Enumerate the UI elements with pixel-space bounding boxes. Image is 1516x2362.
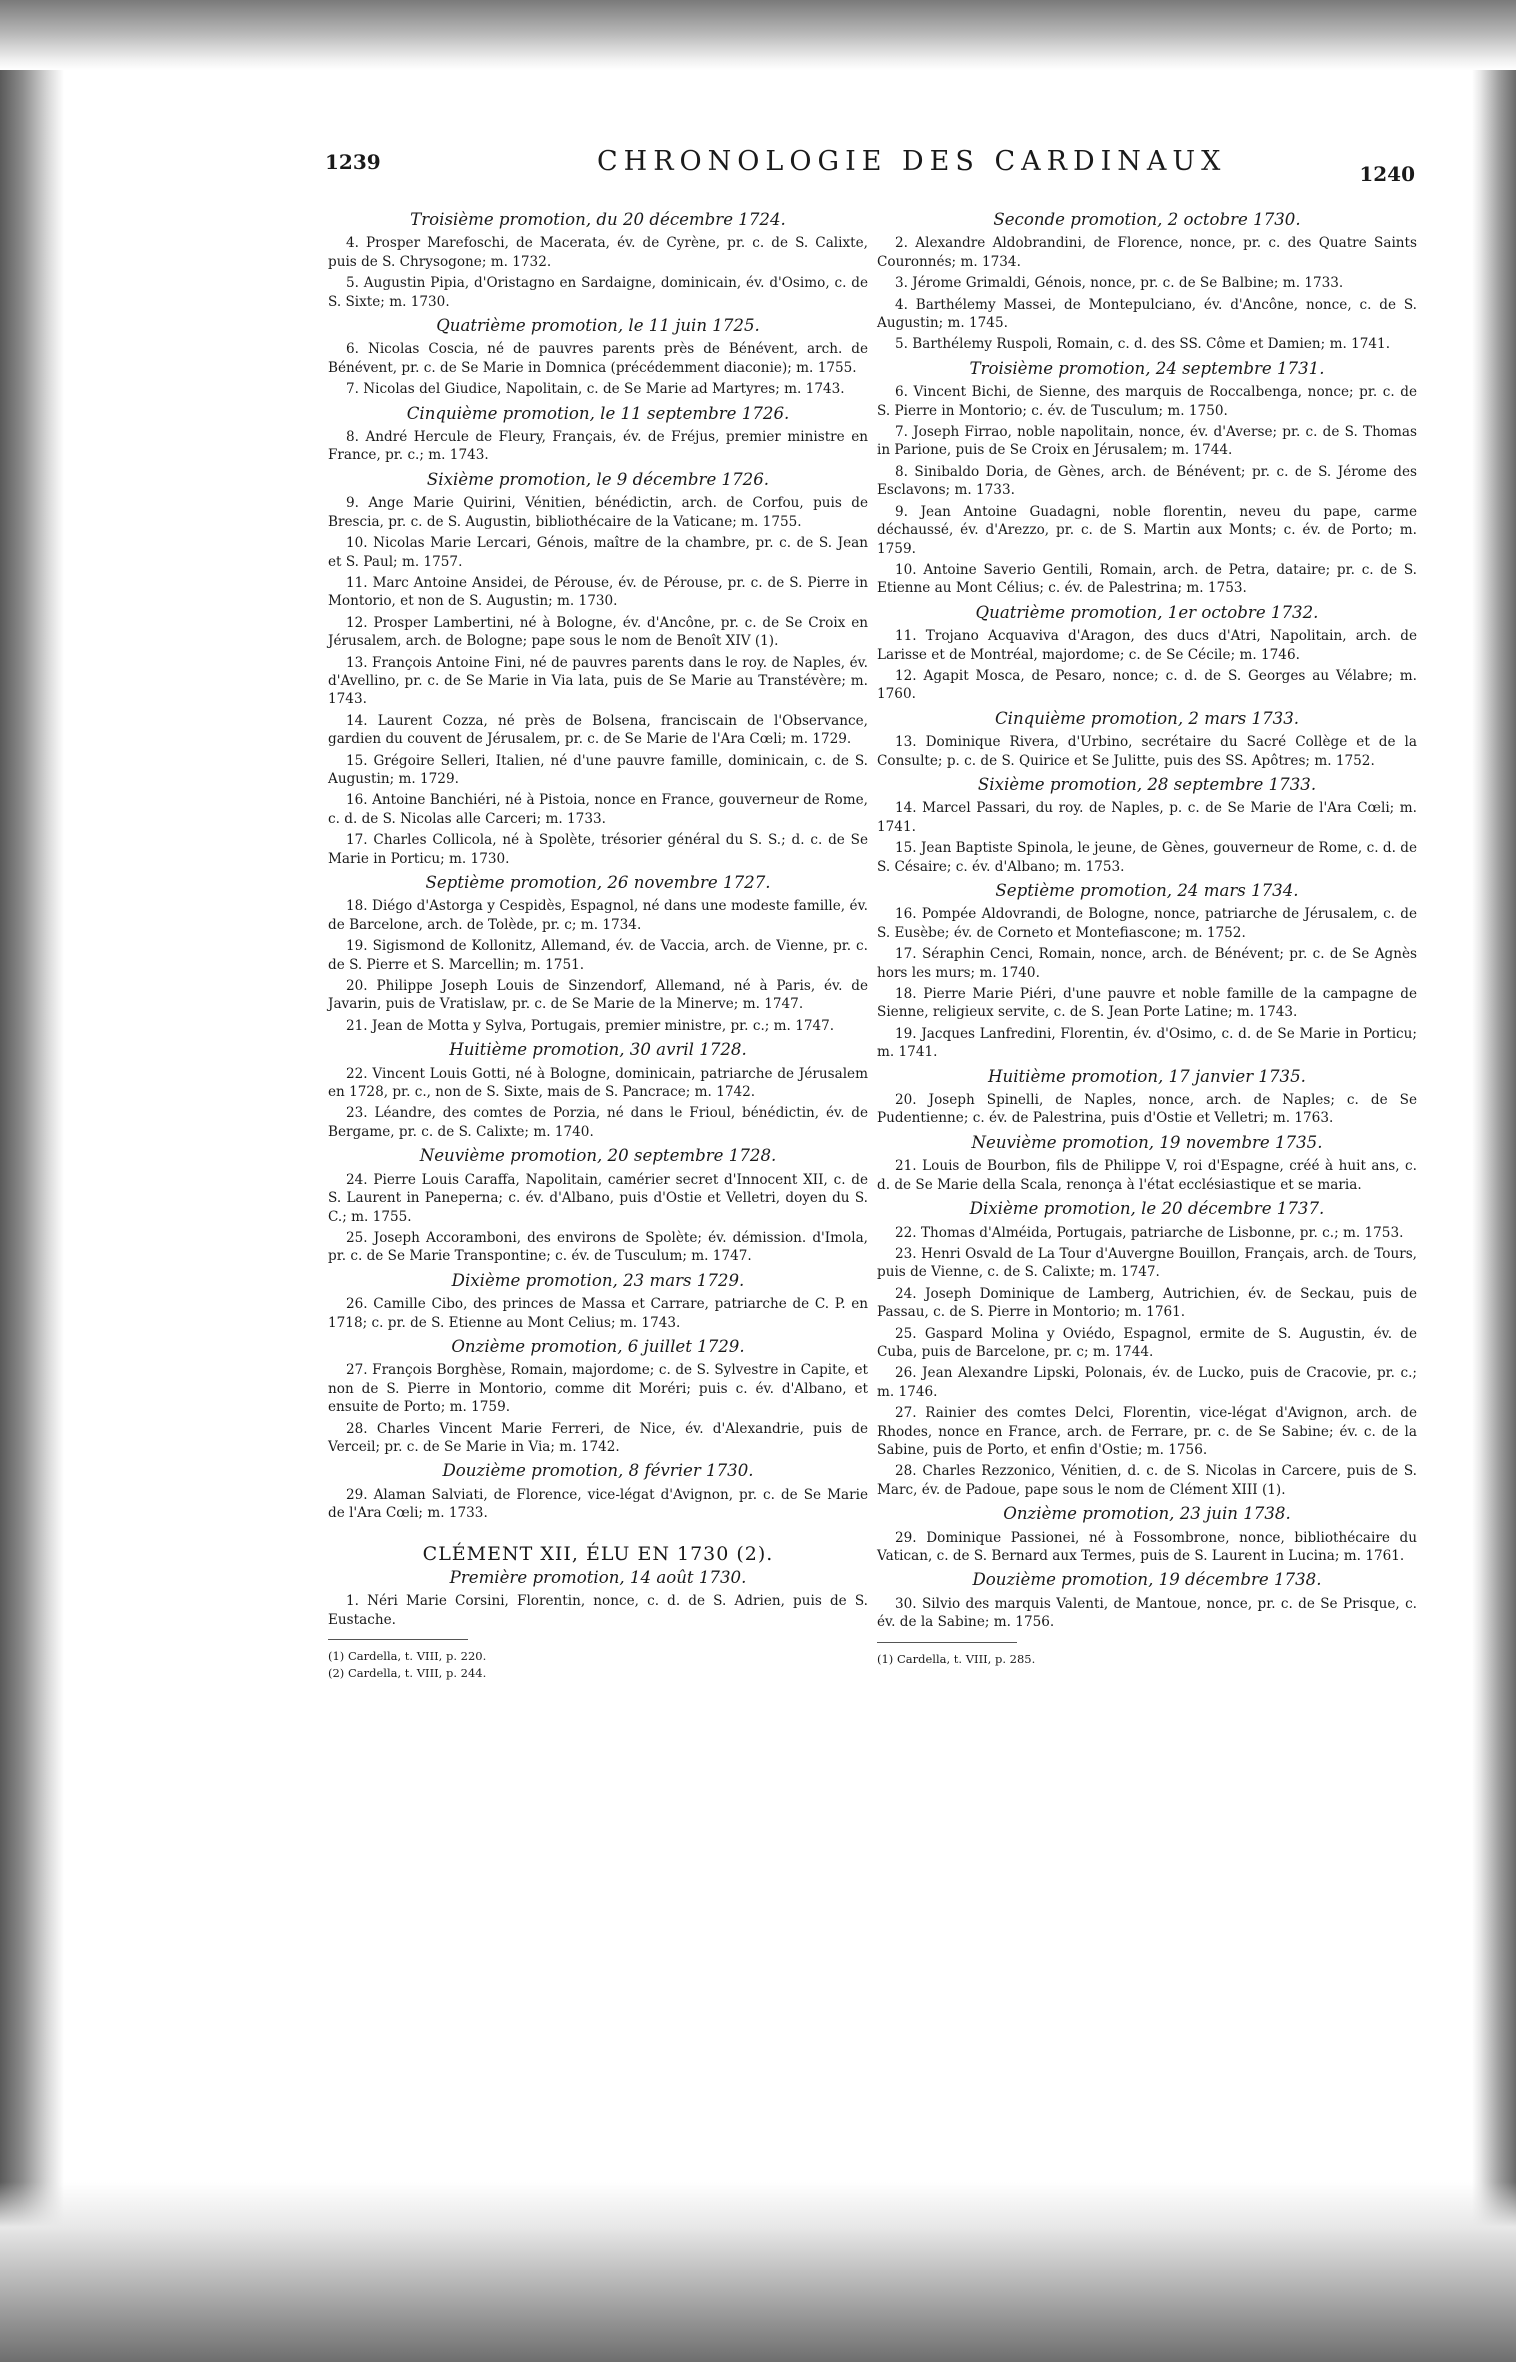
promotion-heading: Quatrième promotion, 1er octobre 1732. [975, 602, 1319, 622]
cardinal-entry: 7. Nicolas del Giudice, Napolitain, c. de Se Marie ad Martyres; m. 1743. [346, 381, 845, 398]
page-header [325, 146, 1415, 190]
cardinal-entry: 25. Gaspard Molina y Oviédo, Espagnol, ermite de S. Augustin, év. de Cuba, puis de Barcelone, pr. c; m. 1744. [877, 1325, 1417, 1360]
cardinal-entry: 14. Laurent Cozza, né près de Bolsena, franciscain de l'Observance, gardien du couvent de Jérusalem, pr. c. de Se Marie de l'Ara Cœli; m. 1729. [328, 712, 868, 748]
cardinal-entry: 8. Sinibaldo Doria, de Gènes, arch. de Bénévent; pr. c. de S. Jérome des Esclavons; m. 1733. [877, 463, 1417, 499]
cardinal-entry: 9. Jean Antoine Guadagni, noble florentin, neveu du pape, carme déchaussé, év. d'Arezzo, pr. c. de S. Martin aux Monts; c. év. de Porto; m. 1759. [877, 503, 1417, 557]
footnote: (1) Cardella, t. VIII, p. 285. [877, 1651, 1036, 1666]
cardinal-entry: 1. Néri Marie Corsini, Florentin, nonce, c. d. de S. Adrien, puis de S. Eustache. [328, 1593, 868, 1628]
page-number-right: 1240 [1359, 162, 1415, 186]
promotion-heading: Septième promotion, 26 novembre 1727. [425, 873, 771, 892]
cardinal-entry: 3. Jérome Grimaldi, Génois, nonce, pr. c. de Se Balbine; m. 1733. [895, 275, 1344, 292]
cardinal-entry: 18. Diégo d'Astorga y Cespidès, Espagnol, né dans une modeste famille, év. de Barcelone, arch. de Tolède, pr. c; m. 1734. [328, 898, 868, 933]
promotion-heading: Sixième promotion, le 9 décembre 1726. [426, 469, 770, 489]
running-title: CHRONOLOGIE DES CARDINAUX [597, 146, 1227, 177]
promotion-heading: Cinquième promotion, le 11 septembre 1726. [406, 403, 790, 423]
cardinal-entry: 5. Barthélemy Ruspoli, Romain, c. d. des SS. Côme et Damien; m. 1741. [895, 336, 1391, 353]
cardinal-entry: 4. Barthélemy Massei, de Montepulciano, év. d'Ancône, nonce, c. de S. Augustin; m. 1745. [877, 296, 1417, 332]
cardinal-entry: 28. Charles Rezzonico, Vénitien, d. c. de S. Nicolas in Carcere, puis de S. Marc, év. de Padoue, pape sous le nom de Clément XIII (1). [877, 1463, 1417, 1498]
cardinal-entry: 2. Alexandre Aldobrandini, de Florence, nonce, pr. c. des Quatre Saints Couronnés; m. 1734. [877, 235, 1417, 270]
promotion-heading: Dixième promotion, 23 mars 1729. [451, 1270, 745, 1290]
cardinal-entry: 20. Joseph Spinelli, de Naples, nonce, arch. de Naples; c. de Se Pudentienne; c. év. de Palestrina, puis d'Ostie et Velletri; m. 1763. [877, 1092, 1417, 1127]
cardinal-entry: 12. Agapit Mosca, de Pesaro, nonce; c. d. de S. Georges au Vélabre; m. 1760. [877, 667, 1417, 703]
right-column [877, 205, 1417, 1668]
cardinal-entry: 19. Jacques Lanfredini, Florentin, év. d'Osimo, c. d. de Se Marie in Porticu; m. 1741. [877, 1025, 1417, 1061]
cardinal-entry: 21. Jean de Motta y Sylva, Portugais, premier ministre, pr. c.; m. 1747. [346, 1017, 835, 1034]
promotion-heading: Neuvième promotion, 19 novembre 1735. [971, 1132, 1323, 1152]
promotion-heading: Troisième promotion, 24 septembre 1731. [969, 358, 1325, 378]
cardinal-entry: 29. Alaman Salviati, de Florence, vice-légat d'Avignon, pr. c. de Se Marie de l'Ara Cœli; m. 1733. [328, 1486, 868, 1522]
cardinal-entry: 17. Charles Collicola, né à Spolète, trésorier général du S. S.; d. c. de Se Marie in Porticu; m. 1730. [328, 832, 868, 867]
cardinal-entry: 4. Prosper Marefoschi, de Macerata, év. de Cyrène, pr. c. de S. Calixte, puis de S. Chrysogone; m. 1732. [328, 235, 868, 270]
cardinal-entry: 24. Joseph Dominique de Lamberg, Autrichien, év. de Seckau, puis de Passau, c. de S. Pierre in Montorio; m. 1761. [877, 1285, 1417, 1321]
promotion-heading: Huitième promotion, 30 avril 1728. [449, 1040, 747, 1060]
cardinal-entry: 20. Philippe Joseph Louis de Sinzendorf, Allemand, né à Paris, év. de Javarin, puis de Vratislaw, pr. c. de Se Marie de la Minerve; m. 1747. [328, 978, 868, 1013]
cardinal-entry: 13. François Antoine Fini, né de pauvres parents dans le roy. de Naples, év. d'Avellino, pr. c. de Se Marie in Via lata, puis de Se Marie au Transtévère; m. 1743. [328, 654, 868, 708]
cardinal-entry: 14. Marcel Passari, du roy. de Naples, p. c. de Se Marie de l'Ara Cœli; m. 1741. [877, 800, 1417, 835]
cardinal-entry: 7. Joseph Firrao, noble napolitain, nonce, év. d'Averse; pr. c. de S. Thomas in Parione, puis de Se Croix en Jérusalem; m. 1744. [877, 424, 1417, 459]
page-number-left: 1239 [325, 150, 381, 174]
cardinal-entry: 15. Grégoire Selleri, Italien, né d'une pauvre famille, dominicain, c. de S. Augustin; m. 1729. [328, 752, 868, 787]
cardinal-entry: 11. Marc Antoine Ansidei, de Pérouse, év. de Pérouse, pr. c. de S. Pierre in Montorio, et non de S. Augustin; m. 1730. [328, 574, 868, 610]
scan-edge-top [0, 0, 1516, 70]
cardinal-entry: 27. François Borghèse, Romain, majordome; c. de S. Sylvestre in Capite, et non de S. Pierre in Montorio, comme dit Moréri; puis c. év. d'Albano, et ensuite de Porto; m. 1759. [328, 1362, 868, 1416]
cardinal-entry: 23. Henri Osvald de La Tour d'Auvergne Bouillon, Français, arch. de Tours, puis de Vienne, c. de S. Calixte; m. 1747. [877, 1245, 1417, 1281]
cardinal-entry: 12. Prosper Lambertini, né à Bologne, év. d'Ancône, pr. c. de Se Croix en Jérusalem, arch. de Bologne; pape sous le nom de Benoît XIV (1). [328, 614, 868, 650]
cardinal-entry: 26. Jean Alexandre Lipski, Polonais, év. de Lucko, puis de Cracovie, pr. c.; m. 1746. [877, 1365, 1417, 1400]
promotion-heading: Première promotion, 14 août 1730. [449, 1568, 747, 1587]
cardinal-entry: 22. Thomas d'Alméida, Portugais, patriarche de Lisbonne, pr. c.; m. 1753. [895, 1224, 1404, 1241]
footnote: (1) Cardella, t. VIII, p. 220. [328, 1649, 487, 1664]
cardinal-entry: 10. Nicolas Marie Lercari, Génois, maître de la chambre, pr. c. de S. Jean et S. Paul; m. 1757. [328, 535, 868, 570]
scan-edge-bottom [0, 2182, 1516, 2362]
cardinal-entry: 13. Dominique Rivera, d'Urbino, secrétaire du Sacré Collège et de la Consulte; p. c. de S. Quirice et Se Julitte, puis des SS. Apôtres; m. 1752. [877, 734, 1417, 769]
promotion-heading: Sixième promotion, 28 septembre 1733. [977, 774, 1317, 794]
footnote: (2) Cardella, t. VIII, p. 244. [328, 1666, 487, 1681]
promotion-heading: Cinquième promotion, 2 mars 1733. [994, 708, 1300, 728]
promotion-heading: Onzième promotion, 23 juin 1738. [1003, 1504, 1291, 1524]
cardinal-entry: 6. Nicolas Coscia, né de pauvres parents près de Bénévent, arch. de Bénévent, pr. c. de Se Marie in Domnica (précédemment diaconie); m. 1755. [328, 341, 868, 376]
pope-heading: CLÉMENT XII, ÉLU EN 1730 (2). [422, 1542, 774, 1565]
cardinal-entry: 9. Ange Marie Quirini, Vénitien, bénédictin, arch. de Corfou, puis de Brescia, pr. c. de S. Augustin, bibliothécaire de la Vaticane; m. 1755. [328, 495, 868, 530]
cardinal-entry: 8. André Hercule de Fleury, Français, év. de Fréjus, premier ministre en France, pr. c.; m. 1743. [328, 429, 868, 464]
footnote-divider [328, 1639, 468, 1640]
scan-edge-right [1472, 0, 1516, 2362]
cardinal-entry: 27. Rainier des comtes Delci, Florentin, vice-légat d'Avignon, arch. de Rhodes, nonce en France, arch. de Ferrare, pr. c. de Se Sabine; év. c. de la Sabine, puis de Porto, et enfin d'Ostie; m. 1756. [877, 1405, 1417, 1458]
promotion-heading: Dixième promotion, le 20 décembre 1737. [969, 1199, 1325, 1219]
cardinal-entry: 16. Pompée Aldovrandi, de Bologne, nonce, patriarche de Jérusalem, c. de S. Eusèbe; év. de Corneto et Montefiascone; m. 1752. [877, 906, 1417, 941]
cardinal-entry: 25. Joseph Accoramboni, des environs de Spolète; év. démission. d'Imola, pr. c. de Se Marie Transpontine; c. év. de Tusculum; m. 1747. [328, 1229, 868, 1265]
footnote-divider [877, 1642, 1017, 1643]
cardinal-entry: 16. Antoine Banchiéri, né à Pistoia, nonce en France, gouverneur de Rome, c. d. de S. Nicolas alle Carceri; m. 1733. [328, 792, 868, 827]
promotion-heading: Septième promotion, 24 mars 1734. [995, 881, 1299, 900]
cardinal-entry: 19. Sigismond de Kollonitz, Allemand, év. de Vaccia, arch. de Vienne, pr. c. de S. Pierre et S. Marcellin; m. 1751. [328, 938, 868, 973]
cardinal-entry: 5. Augustin Pipia, d'Oristagno en Sardaigne, dominicain, év. d'Osimo, c. de S. Sixte; m. 1730. [328, 275, 868, 310]
left-column [328, 205, 868, 1682]
cardinal-entry: 24. Pierre Louis Caraffa, Napolitain, camérier secret d'Innocent XII, c. de S. Laurent in Paneperna; c. év. d'Albano, puis d'Ostie et Velletri, doyen du S. C.; m. 1755. [328, 1171, 868, 1225]
cardinal-entry: 30. Silvio des marquis Valenti, de Mantoue, nonce, pr. c. de Se Prisque, c. év. de la Sabine; m. 1756. [877, 1595, 1417, 1631]
promotion-heading: Onzième promotion, 6 juillet 1729. [451, 1336, 745, 1356]
cardinal-entry: 18. Pierre Marie Piéri, d'une pauvre et noble famille de la campagne de Sienne, religieux servite, c. de S. Jean Porte Latine; m. 1743. [877, 986, 1417, 1021]
promotion-heading: Seconde promotion, 2 octobre 1730. [993, 210, 1301, 229]
cardinal-entry: 22. Vincent Louis Gotti, né à Bologne, dominicain, patriarche de Jérusalem en 1728, pr. c., non de S. Sixte, mais de S. Pancrace; m. 1742. [328, 1065, 868, 1101]
cardinal-entry: 26. Camille Cibo, des princes de Massa et Carrare, patriarche de C. P. en 1718; c. pr. de S. Etienne au Mont Celius; m. 1743. [328, 1296, 868, 1331]
promotion-heading: Neuvième promotion, 20 septembre 1728. [419, 1146, 777, 1166]
cardinal-entry: 21. Louis de Bourbon, fils de Philippe V, roi d'Espagne, créé à huit ans, c. d. de Se Marie della Scala, renonça à l'état ecclésiastique et se maria. [877, 1158, 1417, 1193]
cardinal-entry: 23. Léandre, des comtes de Porzia, né dans le Frioul, bénédictin, év. de Bergame, pr. c. de S. Calixte; m. 1740. [328, 1105, 868, 1140]
cardinal-entry: 17. Séraphin Cenci, Romain, nonce, arch. de Bénévent; pr. c. de Se Agnès hors les murs; m. 1740. [877, 946, 1417, 981]
cardinal-entry: 29. Dominique Passionei, né à Fossombrone, nonce, bibliothécaire du Vatican, c. de S. Bernard aux Termes, puis de S. Laurent in Lucina; m. 1761. [877, 1529, 1417, 1564]
cardinal-entry: 15. Jean Baptiste Spinola, le jeune, de Gènes, gouverneur de Rome, c. d. de S. Césaire; c. év. d'Albano; m. 1753. [877, 840, 1417, 875]
cardinal-entry: 6. Vincent Bichi, de Sienne, des marquis de Roccalbenga, nonce; pr. c. de S. Pierre in Montorio; c. év. de Tusculum; m. 1750. [877, 384, 1417, 419]
promotion-heading: Douzième promotion, 8 février 1730. [442, 1461, 754, 1481]
promotion-heading: Douzième promotion, 19 décembre 1738. [972, 1570, 1322, 1590]
promotion-heading: Huitième promotion, 17 janvier 1735. [988, 1066, 1306, 1086]
cardinal-entry: 11. Trojano Acquaviva d'Aragon, des ducs d'Atri, Napolitain, arch. de Larisse et de Montréal, majordome; c. de Se Cécile; m. 1746. [877, 628, 1417, 663]
promotion-heading: Quatrième promotion, le 11 juin 1725. [436, 316, 760, 336]
cardinal-entry: 10. Antoine Saverio Gentili, Romain, arch. de Petra, dataire; pr. c. de S. Etienne au Mont Célius; c. év. de Palestrina; m. 1753. [877, 561, 1417, 597]
cardinal-entry: 28. Charles Vincent Marie Ferreri, de Nice, év. d'Alexandrie, puis de Verceil; pr. c. de Se Marie in Via; m. 1742. [328, 1420, 868, 1455]
scan-edge-left [0, 0, 64, 2362]
promotion-heading: Troisième promotion, du 20 décembre 1724. [410, 210, 786, 229]
